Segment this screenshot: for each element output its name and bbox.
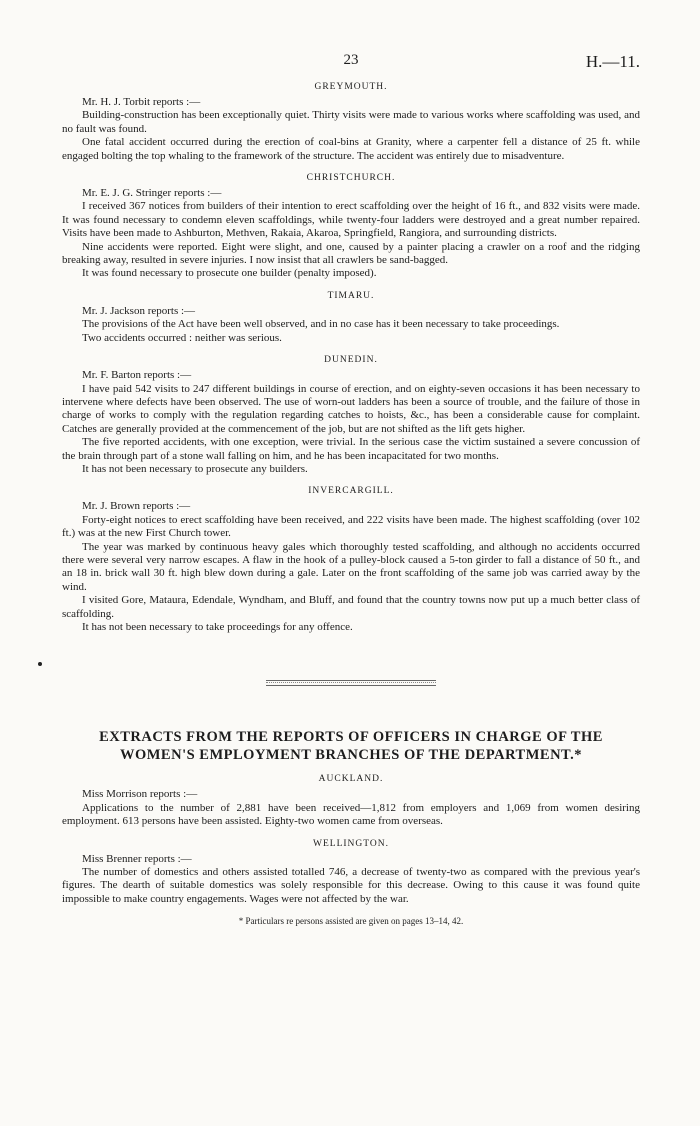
section-heading: GREYMOUTH. <box>314 82 388 92</box>
report-paragraph: Applications to the number of 2,881 have been received—1,812 from employers and 1,069 from women desiring employment. 613 persons have been assisted. Eighty-two women came from overseas. <box>62 801 640 828</box>
report-paragraph: The year was marked by continuous heavy gales which thoroughly tested scaffolding, and although no accidents occurred there were several very narrow escapes. A flaw in the hook of a pulley-block caused a 5-ton girder to fall a distance of 50 ft., and an 18 in. brick wall 30 ft. high blew down during a gale. Later on the front scaffolding of the same job was carried away by the wind. <box>62 540 640 593</box>
footnote: * Particulars re persons assisted are given on pages 13–14, 42. <box>238 916 464 927</box>
document-page <box>62 52 640 926</box>
report-paragraph: Forty-eight notices to erect scaffolding have been received, and 222 visits have been made. The highest scaffolding (over 102 ft.) was at the new First Church tower. <box>62 513 640 540</box>
report-paragraph: It has not been necessary to prosecute any builders. <box>82 462 308 475</box>
section-heading: INVERCARGILL. <box>308 486 394 497</box>
section-heading: CHRISTCHURCH. <box>306 173 396 184</box>
reporter-line: Mr. J. Jackson reports :— <box>82 304 196 317</box>
section-heading: AUCKLAND. <box>318 774 384 785</box>
section-divider-rule <box>266 680 436 686</box>
reporter-line: Mr. J. Brown reports :— <box>82 500 191 513</box>
report-paragraph: Nine accidents were reported. Eight were slight, and one, caused by a painter placing a crawler on a roof and the ridging breaking away, resulted in severe injuries. I now insist that all crawlers be sand-bagged. <box>62 240 640 267</box>
section-heading: DUNEDIN. <box>324 355 378 366</box>
extracts-title: EXTRACTS FROM THE REPORTS OF OFFICERS IN CHARGE OF THE WOMEN'S EMPLOYMENT BRANCHES OF THE DEPARTMENT.* <box>99 729 603 764</box>
reporter-line: Mr. F. Barton reports :— <box>82 369 192 382</box>
inspector-reports <box>62 82 640 634</box>
reporter-line: Miss Morrison reports :— <box>82 788 198 801</box>
report-paragraph: The provisions of the Act have been well observed, and in no case has it been necessary to take proceedings. <box>82 318 560 331</box>
report-paragraph: Building-construction has been exceptionally quiet. Thirty visits were made to various works where scaffolding was used, and no fault was found. <box>62 109 640 135</box>
report-paragraph: I visited Gore, Mataura, Edendale, Wyndham, and Bluff, and found that the country towns now put up a much better class of scaffolding. <box>62 594 640 620</box>
womens-branch-reports <box>62 774 640 906</box>
report-paragraph: The five reported accidents, with one exception, were trivial. In the serious case the victim sustained a severe concussion of the brain through part of a stone wall falling on him, and he has been incapacitated for two months. <box>62 436 640 462</box>
reporter-line: Mr. H. J. Torbit reports :— <box>82 96 201 108</box>
reporter-line: Mr. E. J. G. Stringer reports :— <box>82 187 222 200</box>
report-paragraph: I received 367 notices from builders of their intention to erect scaffolding over the height of 16 ft., and 832 visits were made. It was found necessary to condemn eleven scaffoldings, while twenty-four ladders were destroyed and a great number repaired. Visits have been made to Ashburton, Methven, Rakaia, Akaroa, Springfield, Rangiora, and surrounding districts. <box>62 200 640 240</box>
reporter-line: Miss Brenner reports :— <box>82 852 192 865</box>
report-paragraph: The number of domestics and others assisted totalled 746, a decrease of twenty-two as compared with the previous year's figures. The dearth of suitable domestics was solely responsible for this decrease. Owing to this cause it was found quite impossible to make country engagements. Wages were not affected by the war. <box>62 866 640 905</box>
margin-ink-dot <box>38 662 42 666</box>
page-header <box>62 52 640 76</box>
page-number: 23 <box>343 52 359 68</box>
report-paragraph: One fatal accident occurred during the erection of coal-bins at Granity, where a carpenter fell a distance of 25 ft. while engaged bolting the top whaling to the framework of the structure. The accident was entirely due to misadventure. <box>62 136 640 162</box>
report-paragraph: I have paid 542 visits to 247 different buildings in course of erection, and on eighty-seven occasions it has been necessary to intervene where defects have been observed. The use of worn-out ladders has been a source of trouble, and the failure of those in charge of works to comply with the regulation regarding catches to hoists, &c., has been a considerable cause for complaint. Catches are generally provided at the commencement of the job, but are not shifted as the lift gets higher. <box>62 382 640 435</box>
report-paragraph: It has not been necessary to take proceedings for any offence. <box>82 621 353 633</box>
paper-reference: H.—11. <box>585 52 640 71</box>
report-paragraph: Two accidents occurred : neither was serious. <box>82 331 282 344</box>
section-heading: WELLINGTON. <box>313 838 389 849</box>
report-paragraph: It was found necessary to prosecute one builder (penalty imposed). <box>82 267 377 280</box>
section-heading: TIMARU. <box>327 290 375 301</box>
